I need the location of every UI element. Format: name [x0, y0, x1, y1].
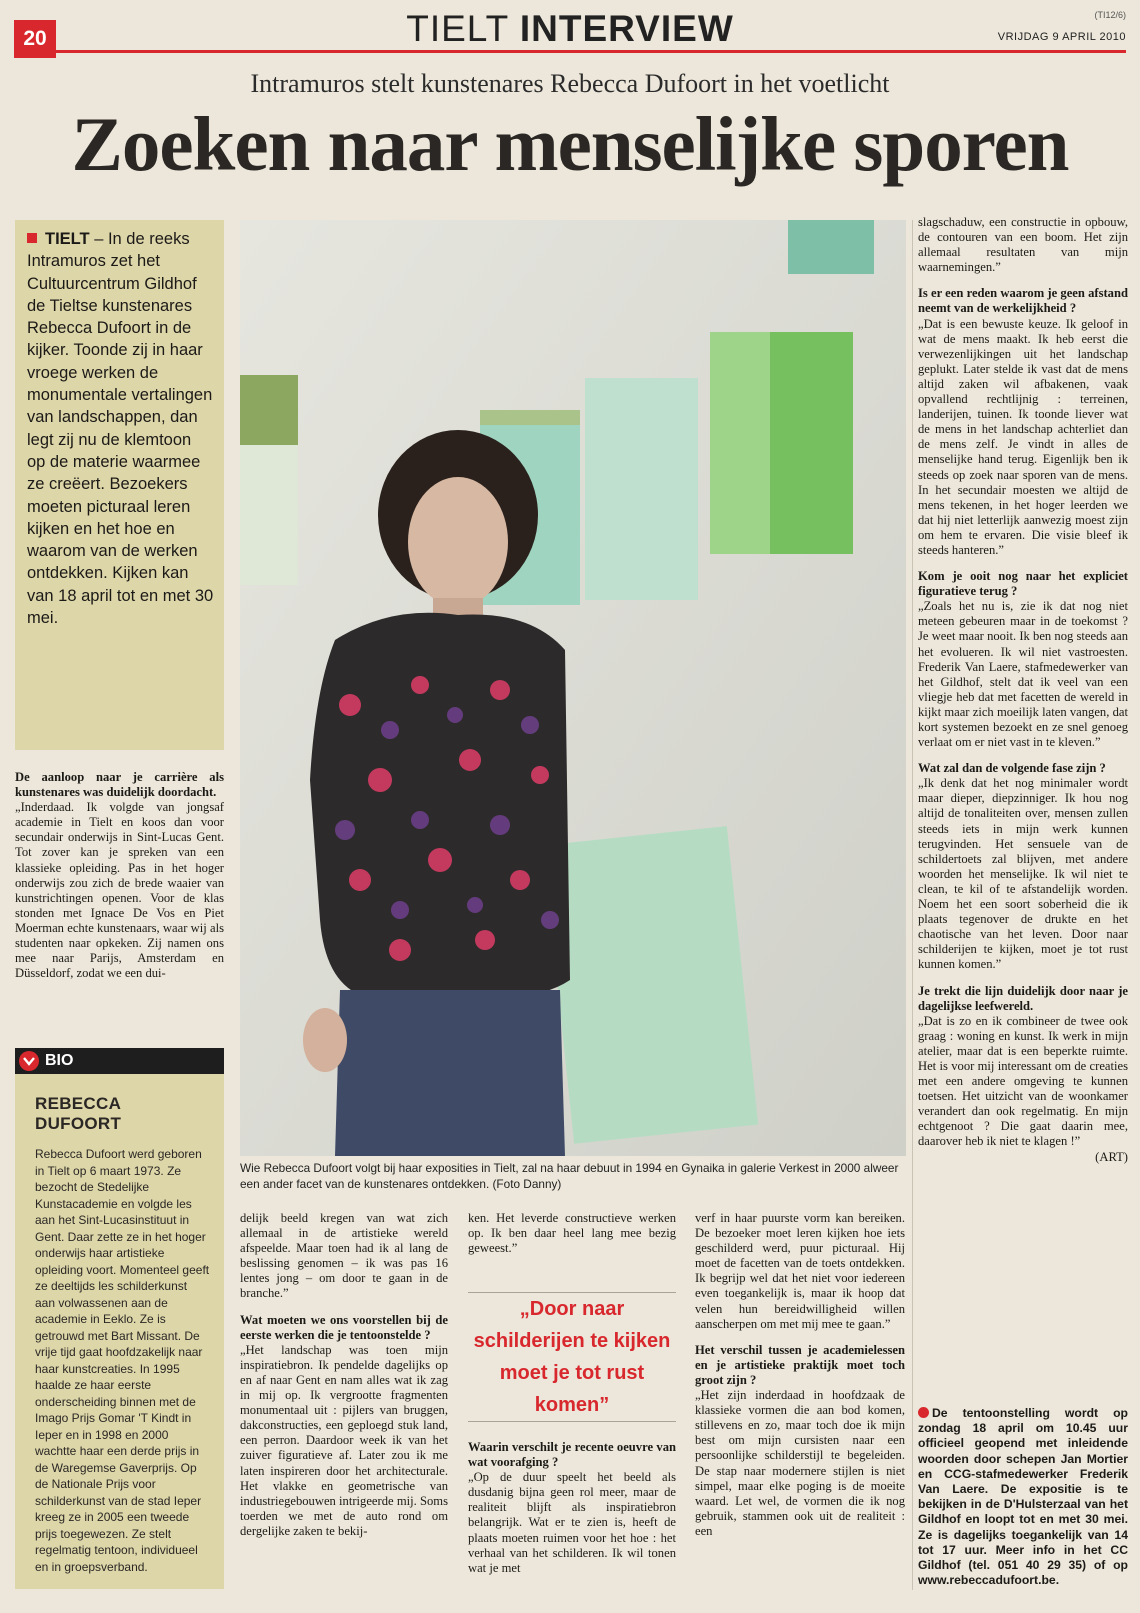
answer: „Dat is zo en ik combineer de twee ook graag : woning en kunst. Ik werk in mijn atelier, maar dat is een beperkte ruimte. Het is voor mij interessant om de creaties met een andere omgeving te kunnen toetsen. Het uitzicht van de woonkamer verandert dan ook regelmatig. En mijn echtgenoot ? Die gaat daarin mee, daarover heb ik niet te klagen !” [918, 1013, 1128, 1149]
question: Wat moeten we ons voorstellen bij de eerste werken die je tentoonstelde ? [240, 1312, 448, 1342]
photo-caption: Wie Rebecca Dufoort volgt bij haar exposities in Tielt, zal na haar debuut in 1994 en Gynaika in galerie Verkest in 2000 alweer een ander facet van de kunstenares ontdekken. (Foto Danny) [240, 1161, 899, 1191]
question: Waarin verschilt je recente oeuvre van wat voorafging ? [468, 1440, 676, 1470]
chevron-down-icon [19, 1051, 39, 1071]
section-place: TIELT [406, 8, 509, 49]
byline: (ART) [1095, 1149, 1128, 1164]
bio-header [15, 1048, 224, 1074]
bio-label: BIO [45, 1052, 74, 1069]
arrow-right-icon [918, 1407, 929, 1418]
bio-name [35, 1094, 210, 1134]
answer: „Inderdaad. Ik volgde van jongsaf academie in Tielt en koos dan voor secundair onderwijs in Sint-Lucas Gent. Tot zover kan je spreken van een klassieke opleiding. Pas in het hoger onderwijs zou zich de brede waaier van kunstrichtingen openen. Voor de klas stonden met Ignace De Vos en Piet Moerman echte kunstenaars, waar wij als studenten naar opkeken. Zij namen ons mee naar Parijs, Amsterdam en Düsseldorf, zodat we een dui- [15, 800, 224, 981]
portrait-photo [240, 220, 906, 1156]
answer: „Zoals het nu is, zie ik dat nog niet meteen gebeuren maar in de toekomst ? Je weet maar nooit. Ik ben nog steeds aan het evolueren. Ik wil niet vastroesten. Frederik Van Laere, stafmedewerker van het Gildhof, stelt dat ik veel van een vliegje heb dat met facetten de wereld in kijkt maar zich moeilijk laten vangen, dat kort systemen bezoekt en ze snel genoeg verlaat om er niet vast in te kleven.” [918, 599, 1128, 750]
intro-dateline: TIELT [45, 230, 90, 248]
answer: ken. Het leverde constructieve werken op. Ik ben daar heel lang mee bezig geweest.” [468, 1211, 676, 1256]
spacer [695, 1332, 905, 1343]
intro-box [15, 220, 224, 750]
headline: Zoeken naar menselijke sporen [71, 101, 1069, 187]
question: Wat zal dan de volgende fase zijn ? [918, 761, 1106, 776]
answer: slagschaduw, een constructie in opbouw, de contouren van een boom. Het zijn allemaal resultaten van mijn waarnemingen.” [918, 215, 1128, 275]
article-column-right [918, 215, 1128, 1165]
intro-text: – In de reeks Intramuros zet het Cultuurcentrum Gildhof de Tieltse kunstenares Rebecca Dufoort in de kijker. Toonde zij in haar vroege werken de monumentale vertalingen van landschappen, dan legt zij nu de klemtoon op de materie waarmee ze creëert. Bezoekers moeten picturaal leren kijken en het hoe en waarom van de werken ontdekken. Kijken kan van 18 april tot en met 30 mei. [27, 230, 214, 628]
answer: „Ik denk dat het nog minimaler wordt maar dieper, diepzinniger. Ik hou nog altijd de tonaliteiten over, mensen zullen steeds iets in mijn werk kunnen terugvinden. Het sensuele van de schildertoets zal blijven, met andere woorden het menselijke. Ik wil niet te clean, te kil of te afstandelijk worden. Noem het een soort soberheid die ik plaats tegenover de drukte en het chaotische van het leven. Door naar schilderijen te kijken, moet je tot rust kunnen komen.” [918, 776, 1128, 972]
answer: „Op de duur speelt het beeld als dusdanig bijna geen rol meer, maar de realiteit blijft als inspiratiebron belangrijk. Wat er te zien is, heeft de plaats moeten ruimen voor het hoe : het verhaal van het schilderen. Ik wil tonen wat je met [468, 1470, 676, 1575]
article-column-3b [468, 1440, 676, 1576]
answer: „Het zijn inderdaad in hoofdzaak de klassieke vormen die aan bod komen, stillevens en zo, maar toch doe ik mijn best om mijn cursisten naar een persoonlijke schilderstijl te begeleiden. De stap naar modernere stijlen is niet simpel, maar elke poging is de moeite waard. Let wel, de vormen die ik nog gebruik, stammen ook uit de realiteit : een [695, 1388, 905, 1538]
section-name: INTERVIEW [519, 8, 734, 49]
bio-name-last: DUFOORT [35, 1114, 122, 1133]
spacer [918, 750, 1128, 761]
column-divider [912, 220, 913, 1590]
page-number: 20 [14, 20, 56, 58]
section-title [0, 8, 1140, 50]
spacer [918, 973, 1128, 984]
question: De aanloop naar je carrière als kunstenares was duidelijk doordacht. [15, 770, 224, 800]
event-info [918, 1406, 1128, 1588]
bullet-square-icon [27, 233, 37, 243]
bio-box [15, 1074, 224, 1589]
question: Is er een reden waarom je geen afstand neemt van de werkelijkheid ? [918, 286, 1128, 316]
bio-name-first: REBECCA [35, 1094, 122, 1113]
answer: verf in haar puurste vorm kan bereiken. De bezoeker moet leren kijken hoe iets geschilderd werd, puur picturaal. Hij moet de facetten van de toets ontdekken. Ik begrijp wel dat het niet voor iedereen even toegankelijk is, maar ik hoop dat velen hun bereidwilligheid willen aanscherpen om met mij mee te gaan.” [695, 1211, 905, 1331]
article-column-1 [15, 770, 224, 981]
bio-text: Rebecca Dufoort werd geboren in Tielt op 6 maart 1973. Ze bezocht de Stedelijke Kunstacademie en volgde les aan het Sint-Lucasinstituut in Gent. Daar zette ze in het hoger onderwijs haar artistieke opleiding voort. Momenteel geeft ze deeltijds les schilderkunst aan volwassenen aan de academie in Eeklo. Ze is getrouwd met Bart Missant. De vrije tijd gaat hoofdzakelijk naar haar kunstcreaties. In 1995 haalde ze haar eerste onderscheiding binnen met de Imago Prijs Gomar 'T Kindt in Ieper en in 1998 en 2000 wachtte haar een derde prijs in de Waregemse Gaverprijs. Op de Nationale Prijs voor schilderkunst van de stad Ieper kreeg ze in 2005 een tweede prijs toegewezen. Ze stelt regelmatig tentoon, individueel en in groepsverband. [35, 1147, 210, 1574]
question: Je trekt die lijn duidelijk door naar je dagelijkse leefwereld. [918, 983, 1128, 1013]
article-column-3 [468, 1211, 676, 1256]
event-info-text: De tentoonstelling wordt op zondag 18 april om 10.45 uur officieel geopend met inleidende woorden door schepen Jan Mortier en CCG-stafmedewerker Frederik Van Laere. De expositie is te bekijken in de D'Hulsterzaal van het Gildhof en loopt tot en met 30 mei. Ze is dagelijks toegankelijk van 14 tot 17 uur. Meer info in het CC Gildhof (tel. 051 40 29 35) of op www.rebeccadufoort.be. [918, 1406, 1128, 1588]
question: Kom je ooit nog naar het expliciet figuratieve terug ? [918, 569, 1128, 599]
photo-illustration [240, 220, 906, 1156]
spacer [918, 558, 1128, 569]
pull-quote: „Door naar schilderijen te kijken moet je tot rust komen” [468, 1292, 676, 1422]
subheadline: Intramuros stelt kunstenares Rebecca Dufoort in het voetlicht [250, 69, 890, 98]
answer: „Dat is een bewuste keuze. Ik geloof in wat de mens maakt. Ik heb eerst die verwezenlijkingen uit het landschap geplukt. Later stelde ik vast dat de mens altijd zaken wil afbakenen, vaak opvallend rechtlijnig : terreinen, landerijen, tuinen. Ik toonde liever wat de mens in het landschap achterliet dan de mens zelf. Je vindt in alles de menselijke hand terug. Eigenlijk ben ik steeds op zoek naar sporen van de mens. In het secundair moesten we altijd de mens tekenen, in het hoger leerden we dat hij niet letterlijk aanwezig moest zijn om hem te ervaren. Die visie bleef ik steeds hanteren.” [918, 316, 1128, 557]
header-rule [14, 50, 1126, 53]
question: Het verschil tussen je academielessen en je artistieke praktijk moet toch groot zijn ? [695, 1342, 905, 1387]
answer: „Het landschap was toen mijn inspiratiebron. Ik pendelde dagelijks op en af naar Gent en nam alles wat ik zag in mij op. Ik vergrootte fragmenten monumentaal uit : pijlers van bruggen, dakconstructies, een geploegd stuk land, een perron. Daardoor week ik van het zuiver figuratieve af. Later zou ik me laten inspireren door het architecturale. Het vlakke en geometrische van industriegebouwen intrigeerde mij. Soms toerden we met de auto rond om dergelijke zaken te bekij- [240, 1342, 448, 1538]
answer: delijk beeld kregen van wat zich allemaal in de artistieke wereld afspeelde. Maar toen had ik al lang de beslissing genomen – ik was pas 16 lentes jong – om door te gaan in de branche.” [240, 1211, 448, 1301]
edition-code: (TI12/6) [1094, 10, 1126, 20]
spacer [240, 1302, 448, 1313]
issue-date: VRIJDAG 9 APRIL 2010 [997, 31, 1126, 43]
article-column-2 [240, 1211, 448, 1539]
article-column-4 [695, 1211, 905, 1539]
spacer [918, 275, 1128, 286]
